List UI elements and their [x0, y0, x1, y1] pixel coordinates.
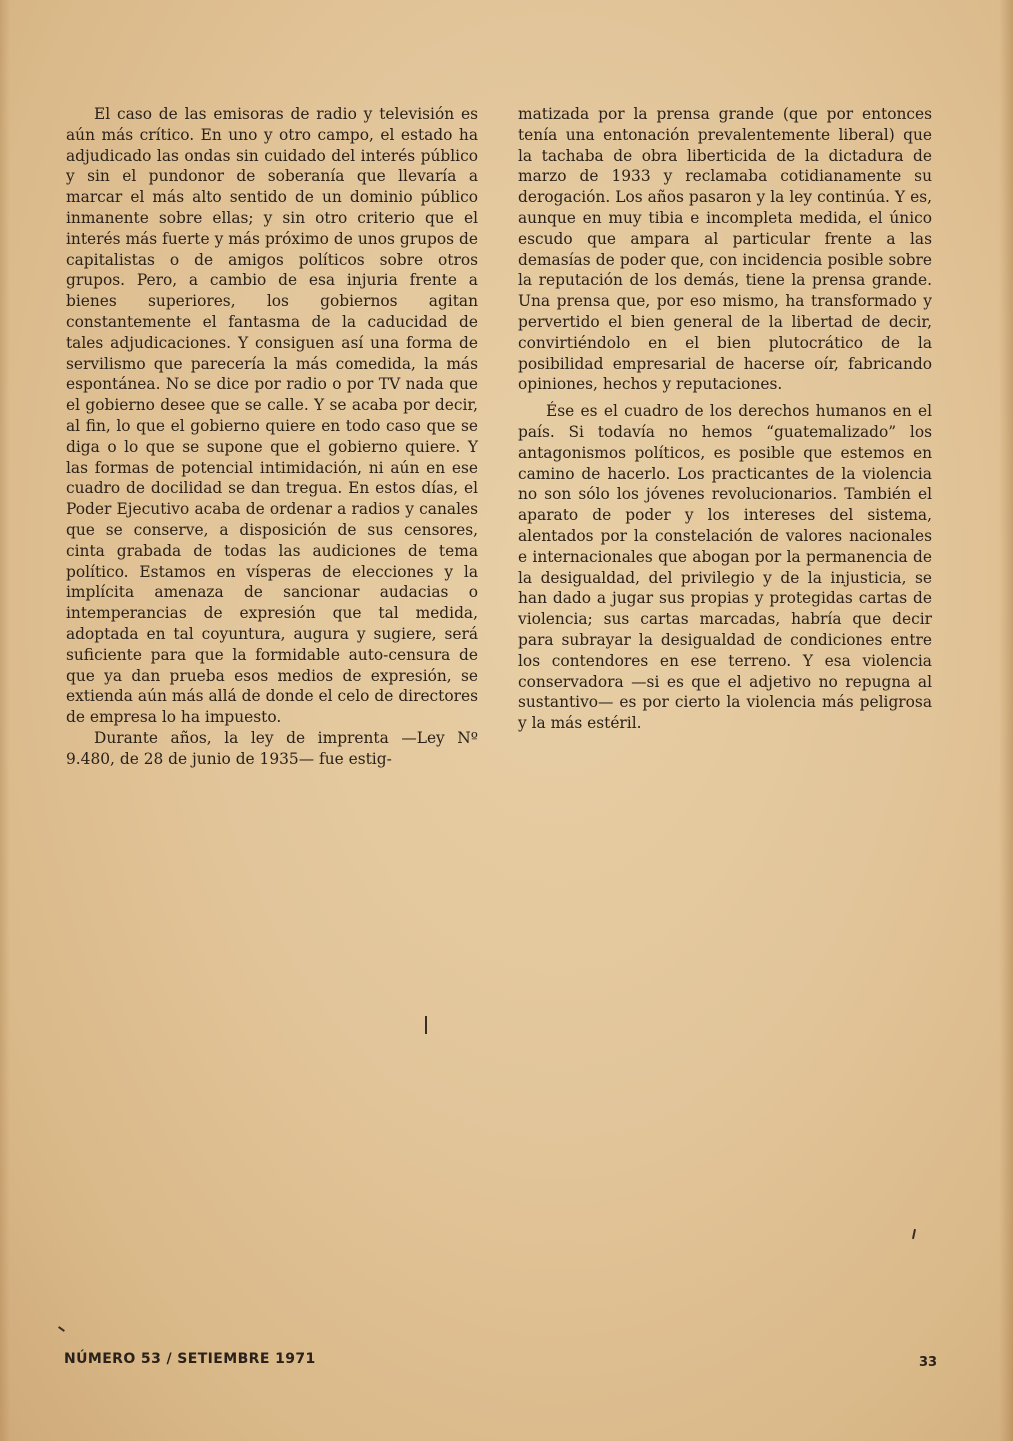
- text-column-right: [518, 104, 932, 734]
- print-speck: [912, 1229, 916, 1239]
- page-edge-shadow-left: [0, 0, 10, 1441]
- text-column-left: [66, 104, 478, 770]
- page-edge-shadow-right: [999, 0, 1013, 1441]
- paragraph: El caso de las emisoras de radio y televisión es aún más crítico. En uno y otro campo, el estado ha adjudicado las ondas sin cuidado del interés público y sin el pundonor de soberanía que llevaría a marcar el más alto sentido de un dominio público inmanente sobre ellas; y sin otro criterio que el interés más fuerte y más próximo de unos grupos de capitalistas o de amigos políticos sobre otros grupos. Pero, a cambio de esa injuria frente a bienes superiores, los gobiernos agitan constantemente el fantasma de la caducidad de tales adjudicaciones. Y consiguen así una forma de servilismo que parecería la más comedida, la más espontánea. No se dice por radio o por TV nada que el gobierno desee que se calle. Y se acaba por decir, al fin, lo que el gobierno quiere en todo caso que se diga o lo que se supone que el gobierno quiere. Y las formas de potencial intimidación, ni aún en ese cuadro de docilidad se dan tregua. En estos días, el Poder Ejecutivo acaba de ordenar a radios y canales que se conserve, a disposición de sus censores, cinta grabada de todas las audiciones de tema político. Estamos en vísperas de elecciones y la implícita amenaza de sancionar audacias o intemperancias de expresión que tal medida, adoptada en tal coyuntura, augura y sugiere, será suficiente para que la formidable auto-censura de que ya dan prueba esos medios de expresión, se extienda aún más allá de donde el celo de directores de empresa lo ha impuesto.: [66, 105, 478, 727]
- paragraph: Ése es el cuadro de los derechos humanos en el país. Si todavía no hemos “guatemalizado” los antagonismos políticos, es posible que estemos en camino de hacerlo. Los practicantes de la violencia no son sólo los jóvenes revolucionarios. También el aparato de poder y los intereses del sistema, alentados por la constelación de valores nacionales e internacionales que abogan por la permanencia de la desigualdad, del privilegio y de la injusticia, se han dado a jugar sus propias y protegidas cartas de violencia; sus cartas marcadas, habría que decir para subrayar la desigualdad de condiciones entre los contendores en ese terreno. Y esa violencia conservadora —si es que el adjetivo no repugna al sustantivo— es por cierto la violencia más peligrosa y la más estéril.: [518, 402, 932, 733]
- paragraph: Durante años, la ley de imprenta —Ley Nº 9.480, de 28 de junio de 1935— fue estig-: [66, 728, 478, 768]
- issue-footer: NÚMERO 53 / SETIEMBRE 1971: [64, 1351, 316, 1367]
- print-speck: [58, 1326, 65, 1332]
- paragraph-continued: matizada por la prensa grande (que por entonces tenía una entonación prevalentemente liberal) que la tachaba de obra liberticida de la dictadura de marzo de 1933 y reclamaba cotidianamente su derogación. Los años pasaron y la ley continúa. Y es, aunque en muy tibia e incompleta medida, el único escudo que ampara al particular frente a las demasías de poder que, con incidencia posible sobre la reputación de los demás, tiene la prensa grande. Una prensa que, por eso mismo, ha transformado y pervertido el bien general de la libertad de decir, convirtiéndolo en el bien plutocrático de la posibilidad empresarial de hacerse oír, fabricando opiniones, hechos y reputaciones.: [518, 105, 932, 394]
- print-speck: [425, 1016, 427, 1034]
- page-number: 33: [919, 1355, 938, 1370]
